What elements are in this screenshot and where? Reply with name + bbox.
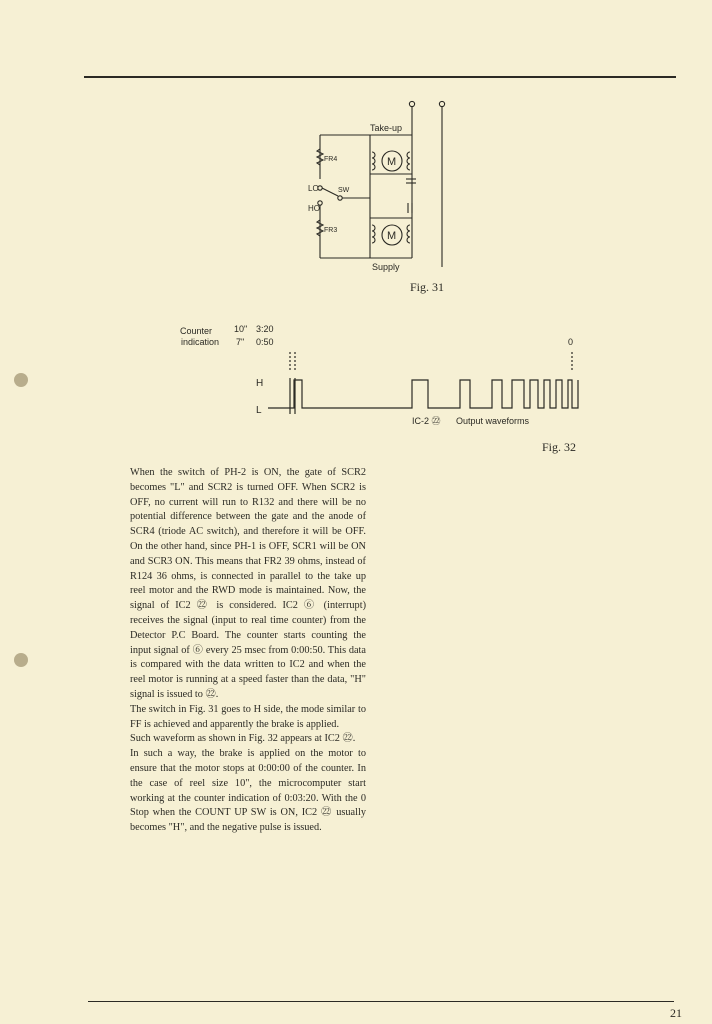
- figure-31-caption: Fig. 31: [410, 280, 445, 294]
- footer-rule: [88, 1001, 674, 1002]
- output-waveforms-label: Output waveforms: [456, 416, 530, 426]
- zero-marker-label: 0: [568, 337, 574, 347]
- label-hi: HO: [308, 204, 320, 213]
- figure-32-caption: Fig. 32: [542, 440, 577, 454]
- page-number: 21: [670, 1006, 682, 1020]
- body-text: [130, 466, 366, 836]
- ic2-label: IC-2 ㉒: [412, 416, 441, 426]
- motor-symbol-supply: M: [387, 230, 397, 242]
- paragraph-2: The switch in Fig. 31 goes to H side, the mode similar to FF is achieved and apparently the brake is applied.: [130, 703, 366, 730]
- paragraph-3: Such waveform as shown in Fig. 32 appears at IC2 ㉒.: [130, 733, 356, 745]
- header-rule: [84, 76, 676, 78]
- motor-symbol-take-up: M: [387, 156, 397, 168]
- label-fr3: FR3: [324, 227, 338, 234]
- level-high-label: H: [256, 378, 264, 389]
- reel-size-7: 7": [236, 337, 245, 347]
- counter-label: Counter: [180, 326, 213, 336]
- level-low-label: L: [256, 405, 262, 416]
- label-supply: Supply: [372, 262, 400, 272]
- label-fr4: FR4: [324, 156, 338, 163]
- time-10: 3:20: [256, 324, 274, 334]
- punch-hole-upper: [14, 373, 28, 387]
- time-7: 0:50: [256, 337, 274, 347]
- reel-size-10: 10": [234, 324, 248, 334]
- figure-32-waveform: [176, 318, 596, 436]
- paragraph-4: In such a way, the brake is applied on the motor to ensure that the motor stops at 0:00:00 of the counter. In the case of reel size 10", the microcomputer start working at the counter indication of 0:03:20. With the 0 Stop when the COUNT UP SW is ON, IC2 ㉒ usually becomes "H", and the negative pulse is issued.: [130, 748, 366, 834]
- label-take-up: Take-up: [370, 123, 403, 133]
- paragraph-1: When the switch of PH-2 is ON, the gate of SCR2 becomes "L" and SCR2 is turned OFF. When SCR2 is OFF, no current will run to R132 and there will be no potential difference between the gate and the anode of SCR4 (triode AC switch), and therefore it will be OFF. On the other hand, since PH-1 is OFF, SCR1 will be ON and SCR3 ON. This means that FR2 39 ohms, instead of R124 36 ohms, is connected in parallel to the take up reel motor and the RWD mode is maintained. Now, the signal of IC2 ㉒ is considered. IC2 ⑥ (interrupt) receives the signal (input to real time counter) from the Detector P.C Board. The counter starts counting the input signal of ⑥ every 25 msec from 0:00:50. This data is compared with the data written to IC2 and when the reel motor is running at a speed faster than the data, "H" signal is issued to ㉒.: [130, 467, 366, 700]
- label-sw: SW: [338, 187, 350, 194]
- indication-label: indication: [181, 337, 220, 347]
- figure-31-circuit: [300, 95, 470, 280]
- punch-hole-lower: [14, 653, 28, 667]
- label-lo: LO: [308, 184, 319, 193]
